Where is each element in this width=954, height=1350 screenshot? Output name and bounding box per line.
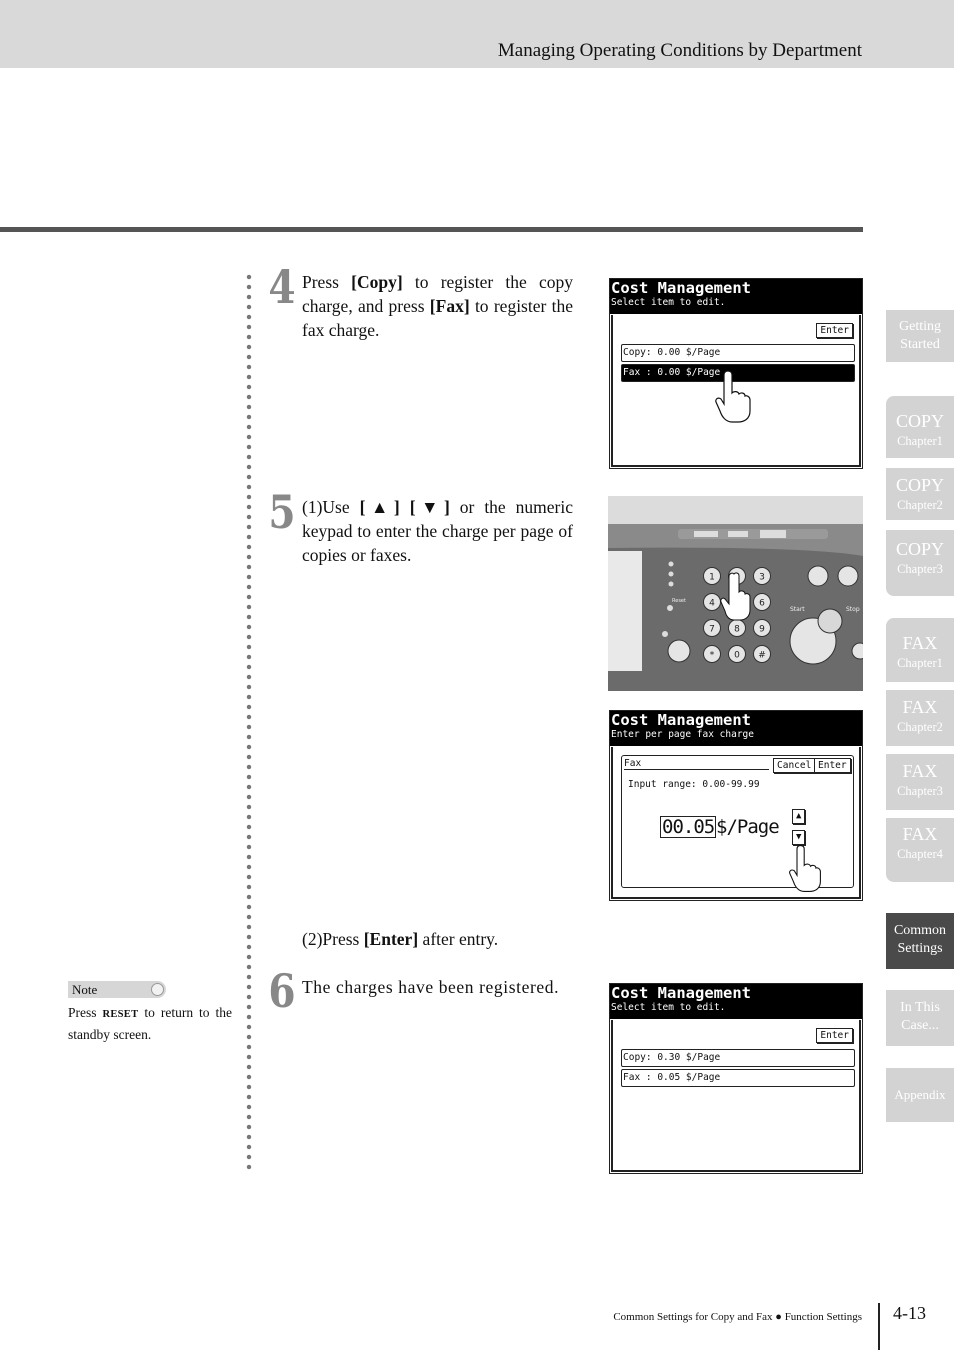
keypad-key-label: 8 [734, 624, 740, 635]
unit-label: $/Page [716, 816, 779, 838]
tab-fax-chapter2[interactable]: FAX Chapter2 [886, 690, 954, 746]
copy-charge-row[interactable]: Copy: 0.30 $/Page [621, 1049, 855, 1067]
footer-breadcrumb: Common Settings for Copy and Fax ● Function Settings [613, 1311, 862, 1323]
section-rule [0, 227, 863, 232]
down-key-label: [▼] [409, 497, 450, 517]
tab-in-this-case[interactable]: In This Case... [886, 990, 954, 1046]
enter-key-label: [Enter] [363, 929, 419, 949]
note-circle-icon [151, 983, 164, 996]
note-label: Note [72, 982, 98, 997]
tab-copy-chapter3[interactable]: COPY Chapter3 [886, 530, 954, 596]
page-number: 4-13 [893, 1303, 926, 1323]
fax-key-label: [Fax] [429, 296, 470, 316]
step-5-part-1-text: (1)Use [▲] [▼] or the numeric keypad to enter the charge per page of copies or faxes. [302, 497, 573, 565]
keypad-key-label: 0 [734, 650, 740, 661]
lcd-screen-select-item [609, 278, 863, 469]
note-badge [68, 981, 166, 998]
tab-fax-chapter3[interactable]: FAX Chapter3 [886, 754, 954, 810]
dotted-divider [246, 272, 252, 1172]
enter-button[interactable]: Enter [816, 1028, 853, 1043]
keypad-key-label: 6 [759, 598, 765, 609]
enter-button[interactable]: Enter [816, 323, 853, 338]
charge-value-input[interactable]: 00.05 [662, 816, 715, 838]
copy-key-label: [Copy] [351, 272, 403, 292]
tab-common-settings[interactable]: Common Settings [886, 913, 954, 969]
tab-appendix[interactable]: Appendix [886, 1068, 954, 1122]
input-range-text: Input range: 0.00-99.99 [628, 779, 760, 790]
down-arrow-button[interactable]: ▼ [792, 830, 805, 845]
fax-charge-row[interactable]: Fax : 0.00 $/Page [621, 364, 855, 382]
tab-getting-started[interactable]: Getting Started [886, 310, 954, 362]
keypad-key-label: 9 [759, 624, 765, 635]
step-number-5: 5 [268, 485, 296, 539]
step-6-text: The charges have been registered. [302, 977, 560, 997]
control-panel-illustration [608, 496, 863, 691]
bullet-icon: ● [775, 1311, 782, 1323]
tab-fax-chapter1[interactable]: FAX Chapter1 [886, 618, 954, 682]
step-5-part-2-text: (2)Press [Enter] after entry. [302, 929, 499, 949]
cancel-button[interactable]: Cancel [773, 758, 815, 773]
lcd-screen-registered [609, 983, 863, 1174]
lcd-title: Cost Management [611, 279, 751, 297]
lcd-subtitle: Select item to edit. [611, 297, 726, 308]
lcd-subtitle: Select item to edit. [611, 1002, 726, 1013]
page-header-title: Managing Operating Conditions by Department [497, 40, 862, 61]
keypad-key-label: 1 [709, 572, 715, 583]
up-key-label: [▲] [359, 497, 400, 517]
step-number-6: 6 [268, 964, 296, 1018]
lcd-title: Cost Management [611, 711, 751, 729]
enter-button[interactable]: Enter [814, 758, 851, 773]
keypad-key-label: 3 [759, 572, 765, 583]
start-label: Start [790, 606, 805, 613]
keypad-key-label: 4 [709, 598, 715, 609]
keypad-key-label: 7 [709, 624, 715, 635]
copy-charge-row[interactable]: Copy: 0.00 $/Page [621, 344, 855, 362]
keypad-key-label: * [709, 650, 715, 661]
lcd-screen-enter-fax-charge [609, 710, 863, 901]
reset-label: Reset [672, 598, 686, 604]
tab-copy-chapter1[interactable]: COPY Chapter1 [886, 396, 954, 458]
step-number-4: 4 [268, 260, 296, 314]
lcd-title: Cost Management [611, 984, 751, 1002]
up-arrow-button[interactable]: ▲ [792, 809, 805, 824]
stop-label: Stop [846, 606, 860, 613]
keypad-key-label: # [758, 650, 766, 661]
tab-copy-chapter2[interactable]: COPY Chapter2 [886, 468, 954, 520]
field-label: Fax [624, 758, 769, 770]
pointing-hand-icon [714, 369, 754, 424]
pointing-hand-icon [788, 841, 824, 896]
fax-charge-row[interactable]: Fax : 0.05 $/Page [621, 1069, 855, 1087]
lcd-subtitle: Enter per page fax charge [611, 729, 754, 740]
step-4-text: Press [Copy] to register the copy charge, and press [Fax] to register the fax charge. [302, 272, 573, 340]
footer-divider [878, 1303, 880, 1350]
note-text: Press RESET to return to the standby screen. [68, 1005, 232, 1042]
tab-fax-chapter4[interactable]: FAX Chapter4 [886, 818, 954, 882]
reset-key-label: RESET [102, 1009, 139, 1020]
